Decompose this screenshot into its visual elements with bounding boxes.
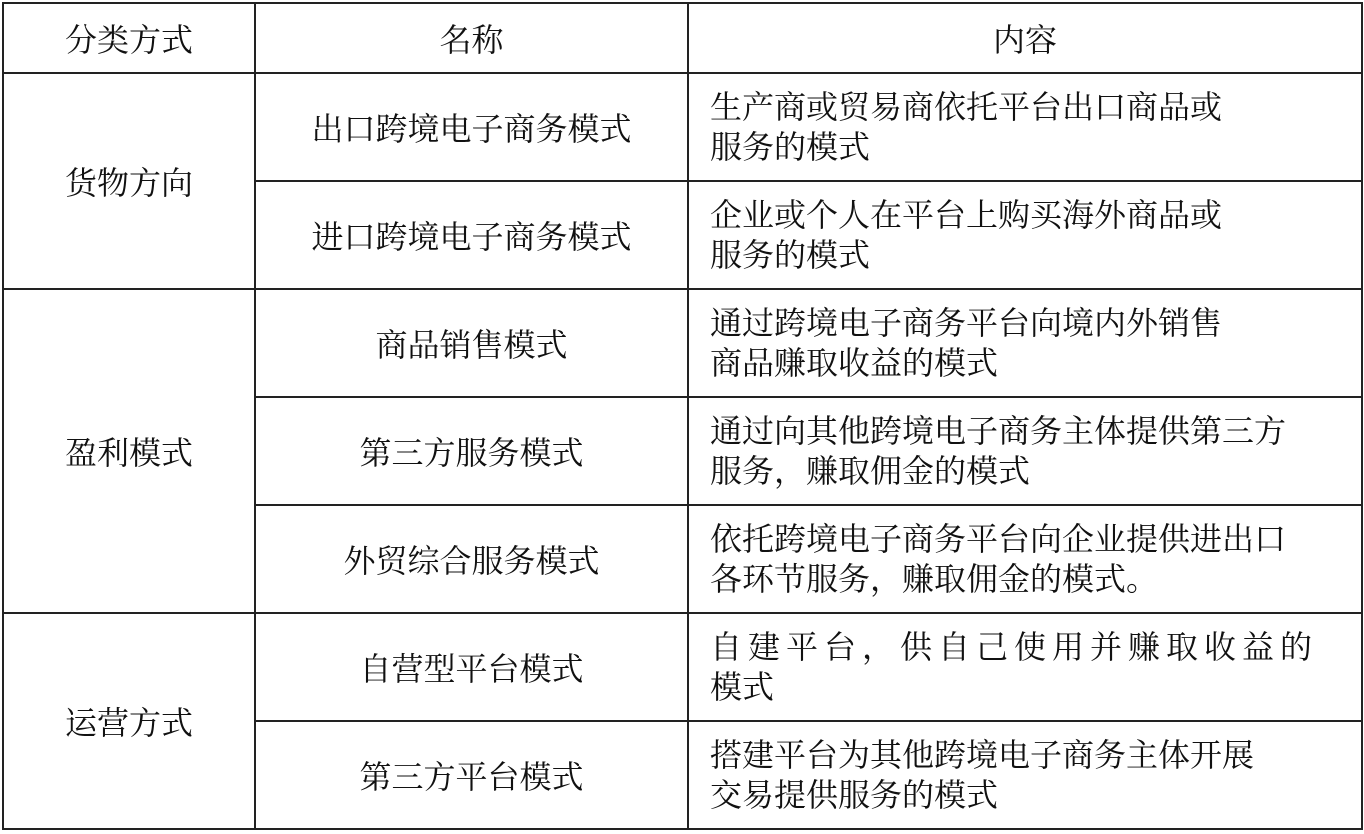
classification-table bbox=[2, 2, 1363, 830]
content-line: 生产商或贸易商依托平台出口商品或 bbox=[710, 88, 1223, 126]
content-line: 通过跨境电子商务平台向境内外销售 bbox=[710, 304, 1223, 342]
mode-name-cell: 第三方平台模式 bbox=[255, 721, 688, 829]
table-row bbox=[3, 73, 1362, 181]
mode-name-cell: 商品销售模式 bbox=[255, 289, 688, 397]
mode-name-cell: 自营型平台模式 bbox=[255, 613, 688, 721]
content-line: 各环节服务，赚取佣金的模式。 bbox=[710, 560, 1159, 598]
mode-name-cell: 外贸综合服务模式 bbox=[255, 505, 688, 613]
mode-content-cell bbox=[688, 181, 1362, 289]
mode-content-cell bbox=[688, 721, 1362, 829]
mode-content-cell bbox=[688, 613, 1362, 721]
category-cell: 盈利模式 bbox=[3, 289, 255, 613]
mode-name-cell: 出口跨境电子商务模式 bbox=[255, 73, 688, 181]
content-line: 服务的模式 bbox=[710, 128, 871, 166]
mode-name-cell: 进口跨境电子商务模式 bbox=[255, 181, 688, 289]
table-row bbox=[3, 613, 1362, 721]
category-cell: 货物方向 bbox=[3, 73, 255, 289]
mode-content-cell bbox=[688, 289, 1362, 397]
header-name: 名称 bbox=[255, 3, 688, 73]
table-header-row bbox=[3, 3, 1362, 73]
mode-content-cell bbox=[688, 73, 1362, 181]
header-category: 分类方式 bbox=[3, 3, 255, 73]
content-line: 通过向其他跨境电子商务主体提供第三方 bbox=[710, 412, 1287, 450]
content-line: 商品赚取收益的模式 bbox=[710, 344, 999, 382]
category-cell: 运营方式 bbox=[3, 613, 255, 829]
mode-name-cell: 第三方服务模式 bbox=[255, 397, 688, 505]
mode-content-cell bbox=[688, 505, 1362, 613]
content-line: 模式 bbox=[710, 668, 775, 706]
mode-content-cell bbox=[688, 397, 1362, 505]
header-content: 内容 bbox=[688, 3, 1362, 73]
content-line: 交易提供服务的模式 bbox=[710, 776, 999, 814]
content-line: 企业或个人在平台上购买海外商品或 bbox=[710, 196, 1223, 234]
content-line: 搭建平台为其他跨境电子商务主体开展 bbox=[710, 736, 1255, 774]
content-line: 服务，赚取佣金的模式 bbox=[710, 452, 1031, 490]
content-line: 服务的模式 bbox=[710, 236, 871, 274]
table-row bbox=[3, 289, 1362, 397]
content-line: 自建平台，供自己使用并赚取收益的 bbox=[710, 628, 1319, 666]
content-line: 依托跨境电子商务平台向企业提供进出口 bbox=[710, 520, 1287, 558]
